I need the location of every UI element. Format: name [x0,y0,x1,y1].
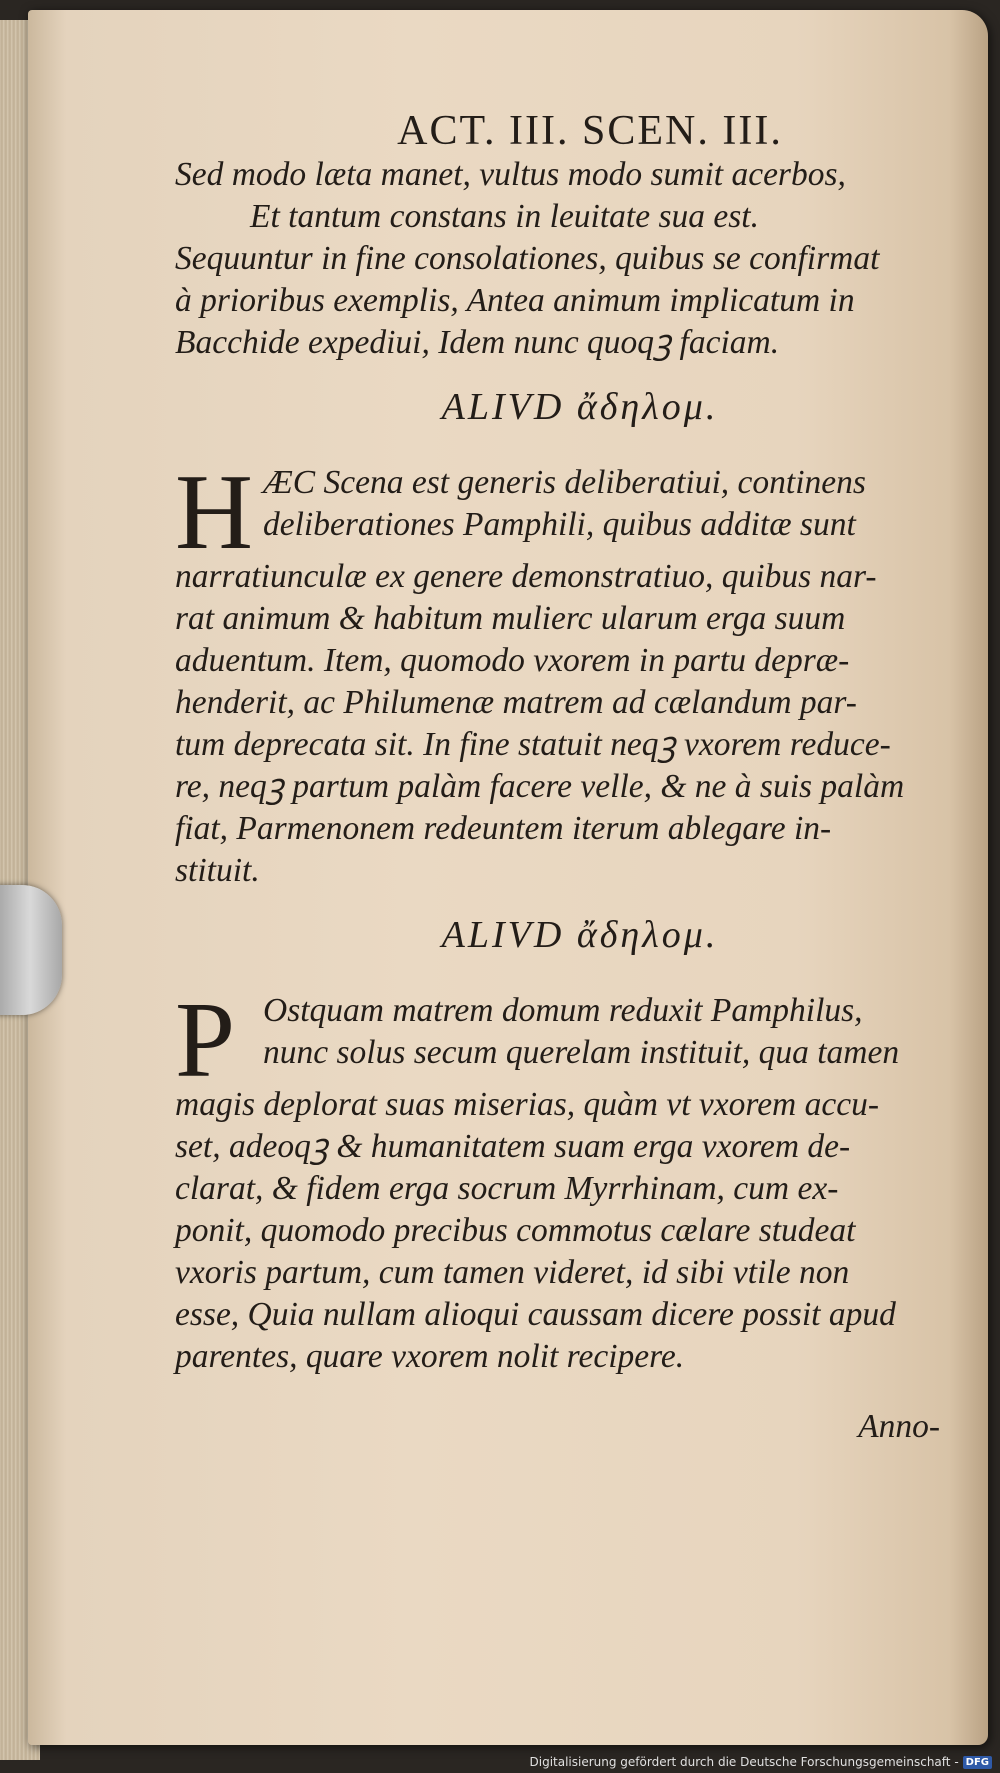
drop-cap: P [175,981,236,1100]
paragraph-line: set, adeoqꝫ & humanitatem suam erga vxorem de- [175,1128,851,1165]
paragraph-line: rat animum & habitum mulierc ularum erga suum [175,600,846,637]
paragraph-line: nunc solus secum querelam instituit, qua tamen [263,1034,900,1071]
section-1-paragraph [175,453,965,892]
intro-line: Bacchide expediui, Idem nunc quoqꝫ faciam. [175,324,780,361]
paragraph-line: ÆC Scena est generis deliberatiui, continens [263,464,866,501]
section-2-paragraph [175,981,965,1378]
paragraph-line: ponit, quomodo precibus commotus cælare studeat [175,1212,856,1249]
paragraph-line: fiat, Parmenonem redeuntem iterum ablegare in- [175,810,832,847]
intro-block [175,154,965,364]
paragraph-line: esse, Quia nullam alioqui caussam dicere possit apud [175,1296,896,1333]
paragraph-line: henderit, ac Philumenæ matrem ad cælandum par- [175,684,857,721]
drop-cap: H [175,453,253,572]
dfg-logo: DFG [963,1756,992,1769]
intro-line: Sequuntur in fine consolationes, quibus se confirmat [175,240,880,277]
intro-line: Sed modo læta manet, vultus modo sumit acerbos, [175,156,846,193]
intro-line: à prioribus exemplis, Antea animum implicatum in [175,282,855,319]
paragraph-line: aduentum. Item, quomodo vxorem in partu depræ- [175,642,850,679]
digitization-credit [530,1755,993,1769]
paragraph-line: re, neqꝫ partum palàm facere velle, & ne à suis palàm [175,768,905,805]
paragraph-line: deliberationes Pamphili, quibus additæ sunt [263,506,856,543]
paragraph-line: narratiunculæ ex genere demonstratiuo, quibus nar- [175,558,877,595]
paragraph-line: stituit. [175,852,260,889]
paragraph-line: clarat, & fidem erga socrum Myrrhinam, cum ex- [175,1170,839,1207]
paragraph-line: vxoris partum, cum tamen videret, id sibi vtile non [175,1254,850,1291]
page-clip [0,885,62,1015]
paragraph-line: Ostquam matrem domum reduxit Pamphilus, [263,992,863,1029]
paragraph-line: parentes, quare vxorem nolit recipere. [175,1338,685,1375]
catchword: Anno- [858,1408,940,1445]
paragraph-line: magis deplorat suas miserias, quàm vt vxorem accu- [175,1086,880,1123]
running-header: ACT. III. SCEN. III. [397,108,783,154]
intro-line: Et tantum constans in leuitate sua est. [250,198,759,235]
section-heading-1: ALIVD ἄδηλομ. [441,386,719,428]
paragraph-line: tum deprecata sit. In fine statuit neqꝫ vxorem reduce- [175,726,891,763]
credit-text: Digitalisierung gefördert durch die Deutsche Forschungsgemeinschaft - [529,1755,959,1769]
page-text [175,110,965,1448]
section-heading-2: ALIVD ἄδηλομ. [441,914,719,956]
